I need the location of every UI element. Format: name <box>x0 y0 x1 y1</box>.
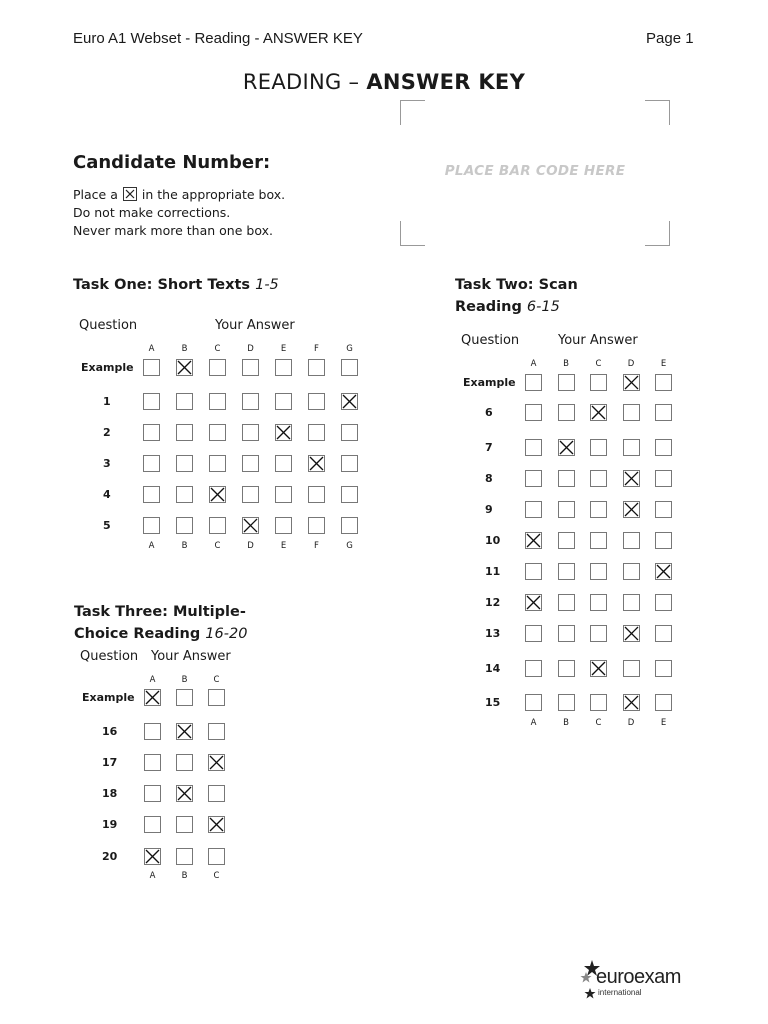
answer-checkbox[interactable] <box>143 486 160 503</box>
answer-checkbox[interactable] <box>623 501 640 518</box>
column-letter-c: C <box>214 541 221 551</box>
answer-checkbox[interactable] <box>558 439 575 456</box>
answer-checkbox[interactable] <box>655 532 672 549</box>
column-letter-b: B <box>181 675 188 685</box>
barcode-placeholder-text: PLACE BAR CODE HERE <box>444 163 626 179</box>
corner-mark <box>400 221 425 246</box>
column-letter-a: A <box>148 541 155 551</box>
task-two-title <box>455 274 578 318</box>
question-number: 11 <box>485 565 501 578</box>
cross-mark-icon <box>242 517 259 534</box>
answer-checkbox[interactable] <box>655 374 672 391</box>
header-title: Euro A1 Webset - Reading - ANSWER KEY <box>73 30 363 47</box>
question-number: 8 <box>485 472 493 485</box>
task-one-title <box>73 274 279 296</box>
column-letter-c: C <box>214 344 221 354</box>
column-letter-b: B <box>563 718 569 728</box>
instruction-1-pre: Place a <box>73 187 118 202</box>
task-three-title-line2: Choice Reading <box>74 626 201 642</box>
answer-checkbox[interactable] <box>623 563 640 580</box>
question-number: 7 <box>485 441 493 454</box>
answer-checkbox[interactable] <box>209 455 226 472</box>
question-number: 13 <box>485 627 501 640</box>
question-number: 5 <box>103 519 111 532</box>
answer-checkbox[interactable] <box>525 470 542 487</box>
column-letter-f: F <box>314 541 319 551</box>
question-number: 4 <box>103 488 111 501</box>
column-letter-e: E <box>280 541 287 551</box>
answer-checkbox[interactable] <box>525 404 542 421</box>
answer-checkbox[interactable] <box>590 404 607 421</box>
answer-checkbox[interactable] <box>208 816 225 833</box>
cross-mark-icon <box>655 563 672 580</box>
answer-checkbox[interactable] <box>525 501 542 518</box>
answer-checkbox[interactable] <box>525 660 542 677</box>
answer-checkbox[interactable] <box>341 393 358 410</box>
column-letter-e: E <box>280 344 287 354</box>
question-number: 12 <box>485 596 501 609</box>
answer-checkbox[interactable] <box>525 374 542 391</box>
answer-checkbox[interactable] <box>590 660 607 677</box>
answer-checkbox[interactable] <box>176 455 193 472</box>
column-letter-c: C <box>213 871 220 881</box>
task-three-title <box>74 601 247 645</box>
column-letter-d: D <box>627 359 635 369</box>
answer-checkbox[interactable] <box>590 501 607 518</box>
answer-checkbox[interactable] <box>209 359 226 376</box>
corner-mark <box>645 221 670 246</box>
answer-checkbox[interactable] <box>275 486 292 503</box>
question-number: 18 <box>102 787 118 800</box>
answer-checkbox[interactable] <box>623 625 640 642</box>
task-two-range: 6-15 <box>526 299 560 315</box>
answer-checkbox[interactable] <box>623 374 640 391</box>
answer-checkbox[interactable] <box>308 393 325 410</box>
answer-checkbox[interactable] <box>144 689 161 706</box>
answer-checkbox[interactable] <box>209 393 226 410</box>
answer-checkbox[interactable] <box>558 404 575 421</box>
cross-mark-icon <box>275 424 292 441</box>
cross-mark-icon <box>590 404 607 421</box>
answer-checkbox[interactable] <box>308 486 325 503</box>
answer-checkbox[interactable] <box>623 404 640 421</box>
answer-checkbox[interactable] <box>525 594 542 611</box>
answer-checkbox[interactable] <box>242 486 259 503</box>
answer-checkbox[interactable] <box>176 359 193 376</box>
logo-text: euroexam <box>596 966 681 988</box>
question-number: 16 <box>102 725 118 738</box>
question-number: 9 <box>485 503 493 516</box>
answer-checkbox[interactable] <box>655 404 672 421</box>
answer-checkbox[interactable] <box>525 625 542 642</box>
question-number: 14 <box>485 662 501 675</box>
column-letter-b: B <box>563 359 569 369</box>
task-three-title-line1: Task Three: Multiple- <box>74 604 246 620</box>
answer-checkbox[interactable] <box>590 563 607 580</box>
answer-checkbox[interactable] <box>208 754 225 771</box>
answer-checkbox[interactable] <box>525 532 542 549</box>
answer-checkbox[interactable] <box>176 517 193 534</box>
instruction-1-post: in the appropriate box. <box>141 187 286 202</box>
example-label: Example <box>82 691 135 704</box>
answer-checkbox[interactable] <box>655 563 672 580</box>
title-prefix: READING – <box>242 70 367 94</box>
column-letter-b: B <box>181 871 188 881</box>
question-number: 1 <box>103 395 111 408</box>
answer-checkbox[interactable] <box>209 424 226 441</box>
question-number: 17 <box>102 756 118 769</box>
answer-checkbox[interactable] <box>242 455 259 472</box>
answer-checkbox[interactable] <box>144 785 161 802</box>
answer-checkbox[interactable] <box>144 723 161 740</box>
answer-checkbox[interactable] <box>176 785 193 802</box>
answer-checkbox[interactable] <box>176 424 193 441</box>
answer-checkbox[interactable] <box>623 439 640 456</box>
answer-checkbox[interactable] <box>208 689 225 706</box>
column-letter-d: D <box>247 344 254 354</box>
answer-checkbox[interactable] <box>275 359 292 376</box>
column-letter-f: F <box>314 344 319 354</box>
answer-checkbox[interactable] <box>558 660 575 677</box>
column-letter-g: G <box>346 541 353 551</box>
page-number: Page 1 <box>646 30 694 47</box>
column-letter-a: A <box>530 718 537 728</box>
title-bold: ANSWER KEY <box>366 70 526 94</box>
cross-mark-icon <box>144 848 161 865</box>
candidate-number-title: Candidate Number: <box>73 152 271 173</box>
cross-mark-icon <box>525 532 542 549</box>
answer-checkbox[interactable] <box>655 660 672 677</box>
answer-checkbox[interactable] <box>208 785 225 802</box>
answer-checkbox[interactable] <box>341 486 358 503</box>
cross-mark-icon <box>623 374 640 391</box>
question-number: 10 <box>485 534 501 547</box>
answer-checkbox[interactable] <box>275 455 292 472</box>
answer-checkbox[interactable] <box>176 689 193 706</box>
answer-checkbox[interactable] <box>144 848 161 865</box>
column-letter-b: B <box>181 344 188 354</box>
answer-checkbox[interactable] <box>242 424 259 441</box>
answer-checkbox[interactable] <box>176 393 193 410</box>
answer-checkbox[interactable] <box>623 470 640 487</box>
answer-checkbox[interactable] <box>144 816 161 833</box>
answer-checkbox[interactable] <box>341 517 358 534</box>
answer-checkbox[interactable] <box>308 455 325 472</box>
column-letter-c: C <box>595 359 602 369</box>
cross-mark-icon <box>623 625 640 642</box>
column-letter-b: B <box>181 541 188 551</box>
cross-mark-icon <box>525 594 542 611</box>
cross-mark-icon <box>341 393 358 410</box>
answer-checkbox[interactable] <box>143 455 160 472</box>
instruction-line-3: Never mark more than one box. <box>73 223 273 238</box>
answer-checkbox[interactable] <box>242 517 259 534</box>
instruction-line-1 <box>73 187 285 202</box>
question-number: 2 <box>103 426 111 439</box>
question-number: 6 <box>485 406 493 419</box>
answer-checkbox[interactable] <box>558 625 575 642</box>
euroexam-logo <box>578 958 698 1004</box>
answer-checkbox[interactable] <box>623 660 640 677</box>
cross-mark-icon <box>308 455 325 472</box>
cross-mark-icon <box>623 694 640 711</box>
answer-checkbox[interactable] <box>558 532 575 549</box>
answer-checkbox[interactable] <box>208 848 225 865</box>
task-one-range: 1-5 <box>255 277 279 293</box>
column-letter-a: A <box>148 344 155 354</box>
answer-checkbox[interactable] <box>208 723 225 740</box>
cross-mark-icon <box>176 785 193 802</box>
task-three-range: 16-20 <box>205 626 248 642</box>
column-letter-e: E <box>660 359 667 369</box>
cross-mark-icon <box>623 470 640 487</box>
task-two-title-line2: Reading <box>455 299 522 315</box>
column-letter-d: D <box>627 718 635 728</box>
answer-checkbox[interactable] <box>590 625 607 642</box>
answer-checkbox[interactable] <box>558 594 575 611</box>
answer-checkbox[interactable] <box>341 455 358 472</box>
answer-checkbox[interactable] <box>558 374 575 391</box>
cross-mark-icon <box>558 439 575 456</box>
instruction-line-2: Do not make corrections. <box>73 205 231 220</box>
example-label: Example <box>463 376 516 389</box>
column-letter-d: D <box>247 541 254 551</box>
question-number: 19 <box>102 818 118 831</box>
answer-checkbox[interactable] <box>590 594 607 611</box>
barcode-area <box>400 100 670 246</box>
column-letter-a: A <box>530 359 537 369</box>
task-one-answer-label: Your Answer <box>215 318 295 333</box>
task-three-question-label: Question <box>80 649 139 664</box>
question-number: 15 <box>485 696 501 709</box>
answer-checkbox[interactable] <box>655 694 672 711</box>
answer-checkbox[interactable] <box>209 486 226 503</box>
answer-checkbox[interactable] <box>341 424 358 441</box>
cross-mark-icon <box>208 754 225 771</box>
answer-checkbox[interactable] <box>143 517 160 534</box>
answer-checkbox[interactable] <box>590 694 607 711</box>
task-two-title-line1: Task Two: Scan <box>455 277 578 293</box>
answer-checkbox[interactable] <box>558 501 575 518</box>
answer-checkbox[interactable] <box>308 517 325 534</box>
task-two-answer-label: Your Answer <box>558 333 638 348</box>
answer-checkbox[interactable] <box>558 563 575 580</box>
answer-checkbox[interactable] <box>655 594 672 611</box>
answer-checkbox[interactable] <box>143 359 160 376</box>
answer-checkbox[interactable] <box>308 359 325 376</box>
column-letter-g: G <box>346 344 353 354</box>
answer-checkbox[interactable] <box>209 517 226 534</box>
answer-checkbox[interactable] <box>590 374 607 391</box>
logo-subtext: international <box>598 988 642 997</box>
answer-checkbox[interactable] <box>308 424 325 441</box>
answer-checkbox[interactable] <box>275 517 292 534</box>
answer-checkbox[interactable] <box>590 532 607 549</box>
column-letter-a: A <box>149 871 156 881</box>
answer-checkbox[interactable] <box>143 393 160 410</box>
answer-checkbox[interactable] <box>558 694 575 711</box>
corner-mark <box>400 100 425 125</box>
task-one-question-label: Question <box>79 318 138 333</box>
question-number: 3 <box>103 457 111 470</box>
cross-mark-icon <box>176 359 193 376</box>
answer-checkbox[interactable] <box>144 754 161 771</box>
cross-mark-icon <box>623 501 640 518</box>
answer-checkbox[interactable] <box>525 563 542 580</box>
answer-checkbox[interactable] <box>275 393 292 410</box>
answer-checkbox[interactable] <box>655 625 672 642</box>
answer-checkbox[interactable] <box>176 486 193 503</box>
answer-checkbox[interactable] <box>176 816 193 833</box>
cross-mark-icon <box>209 486 226 503</box>
corner-mark <box>645 100 670 125</box>
question-number: 20 <box>102 850 118 863</box>
answer-checkbox[interactable] <box>242 359 259 376</box>
answer-checkbox[interactable] <box>176 754 193 771</box>
column-letter-c: C <box>213 675 220 685</box>
answer-checkbox[interactable] <box>558 470 575 487</box>
answer-checkbox[interactable] <box>176 723 193 740</box>
column-letter-e: E <box>660 718 667 728</box>
example-label: Example <box>81 361 134 374</box>
answer-checkbox[interactable] <box>590 470 607 487</box>
task-three-answer-label: Your Answer <box>151 649 231 664</box>
column-letter-a: A <box>149 675 156 685</box>
column-letter-c: C <box>595 718 602 728</box>
answer-checkbox[interactable] <box>525 694 542 711</box>
answer-checkbox[interactable] <box>242 393 259 410</box>
cross-mark-icon <box>590 660 607 677</box>
cross-mark-icon <box>176 723 193 740</box>
answer-checkbox[interactable] <box>590 439 607 456</box>
page-title <box>0 70 768 94</box>
task-one-title-text: Task One: Short Texts <box>73 277 251 293</box>
answer-checkbox[interactable] <box>623 594 640 611</box>
answer-checkbox[interactable] <box>623 532 640 549</box>
cross-mark-icon <box>144 689 161 706</box>
answer-checkbox[interactable] <box>275 424 292 441</box>
answer-checkbox[interactable] <box>341 359 358 376</box>
answer-checkbox[interactable] <box>655 439 672 456</box>
answer-checkbox[interactable] <box>623 694 640 711</box>
cross-mark-icon <box>208 816 225 833</box>
example-cross-box-icon <box>123 187 137 201</box>
answer-checkbox[interactable] <box>525 439 542 456</box>
answer-checkbox[interactable] <box>176 848 193 865</box>
task-two-question-label: Question <box>461 333 520 348</box>
answer-checkbox[interactable] <box>655 501 672 518</box>
answer-checkbox[interactable] <box>655 470 672 487</box>
answer-checkbox[interactable] <box>143 424 160 441</box>
